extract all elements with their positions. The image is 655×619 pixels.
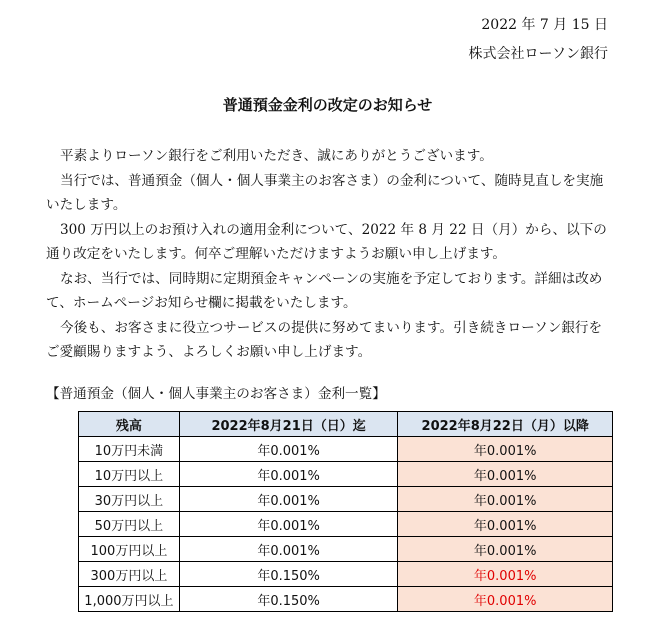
rate-before-cell: 年0.001% (179, 512, 398, 537)
header-rate-after: 2022年8月22日（月）以降 (398, 412, 613, 437)
page-title: 普通預金金利の改定のお知らせ (222, 96, 433, 114)
paragraph-closing: 今後も、お客さまに役立つサービスの提供に努めてまいります。引き続きローソン銀行をご愛顧賜りますよう、よろしくお願い申し上げます。 (46, 319, 603, 360)
table-row (79, 587, 613, 612)
rate-before-cell: 年0.001% (179, 462, 398, 487)
notice-date: 2022 年 7 月 15 日 (481, 17, 608, 33)
rate-before-cell: 年0.150% (179, 587, 398, 612)
balance-cell: 100万円以上 (79, 537, 180, 562)
balance-cell: 300万円以上 (79, 562, 180, 587)
balance-cell: 10万円以上 (79, 462, 180, 487)
balance-cell: 10万円未満 (79, 437, 180, 462)
paragraph-rate-change: 300 万円以上のお預け入れの適用金利について、2022 年 8 月 22 日（月）から、以下の通り改定をいたします。何卒ご理解いただけますようお願い申し上げます。 (46, 221, 607, 262)
table-row (79, 512, 613, 537)
rate-after-cell-changed: 年0.001% (398, 562, 613, 587)
table-row (79, 437, 613, 462)
table-header-row (79, 412, 613, 437)
table-row (79, 487, 613, 512)
balance-cell: 50万円以上 (79, 512, 180, 537)
rate-before-cell: 年0.001% (179, 437, 398, 462)
rate-before-cell: 年0.001% (179, 487, 398, 512)
rate-after-cell: 年0.001% (398, 487, 613, 512)
rate-before-cell: 年0.150% (179, 562, 398, 587)
table-caption: 【普通預金（個人・個人事業主のお客さま）金利一覧】 (46, 386, 386, 402)
notice-body (46, 144, 612, 365)
paragraph-greeting: 平素よりローソン銀行をご利用いただき、誠にありがとうございます。 (60, 148, 493, 164)
rate-after-cell: 年0.001% (398, 437, 613, 462)
bank-name: 株式会社ローソン銀行 (468, 46, 608, 62)
balance-cell: 30万円以上 (79, 487, 180, 512)
paragraph-campaign: なお、当行では、同時期に定期預金キャンペーンの実施を予定しております。詳細は改めて、ホームページお知らせ欄に掲載をいたします。 (46, 270, 603, 311)
rate-before-cell: 年0.001% (179, 537, 398, 562)
rate-after-cell: 年0.001% (398, 537, 613, 562)
paragraph-review: 当行では、普通預金（個人・個人事業主のお客さま）の金利について、随時見直しを実施いたします。 (46, 172, 604, 213)
rate-after-cell: 年0.001% (398, 512, 613, 537)
table-row (79, 562, 613, 587)
balance-cell: 1,000万円以上 (79, 587, 180, 612)
table-row (79, 537, 613, 562)
table-row (79, 462, 613, 487)
interest-rate-table (78, 411, 613, 612)
header-balance: 残高 (79, 412, 180, 437)
rate-after-cell-changed: 年0.001% (398, 587, 613, 612)
rate-after-cell: 年0.001% (398, 462, 613, 487)
header-rate-before: 2022年8月21日（日）迄 (179, 412, 398, 437)
